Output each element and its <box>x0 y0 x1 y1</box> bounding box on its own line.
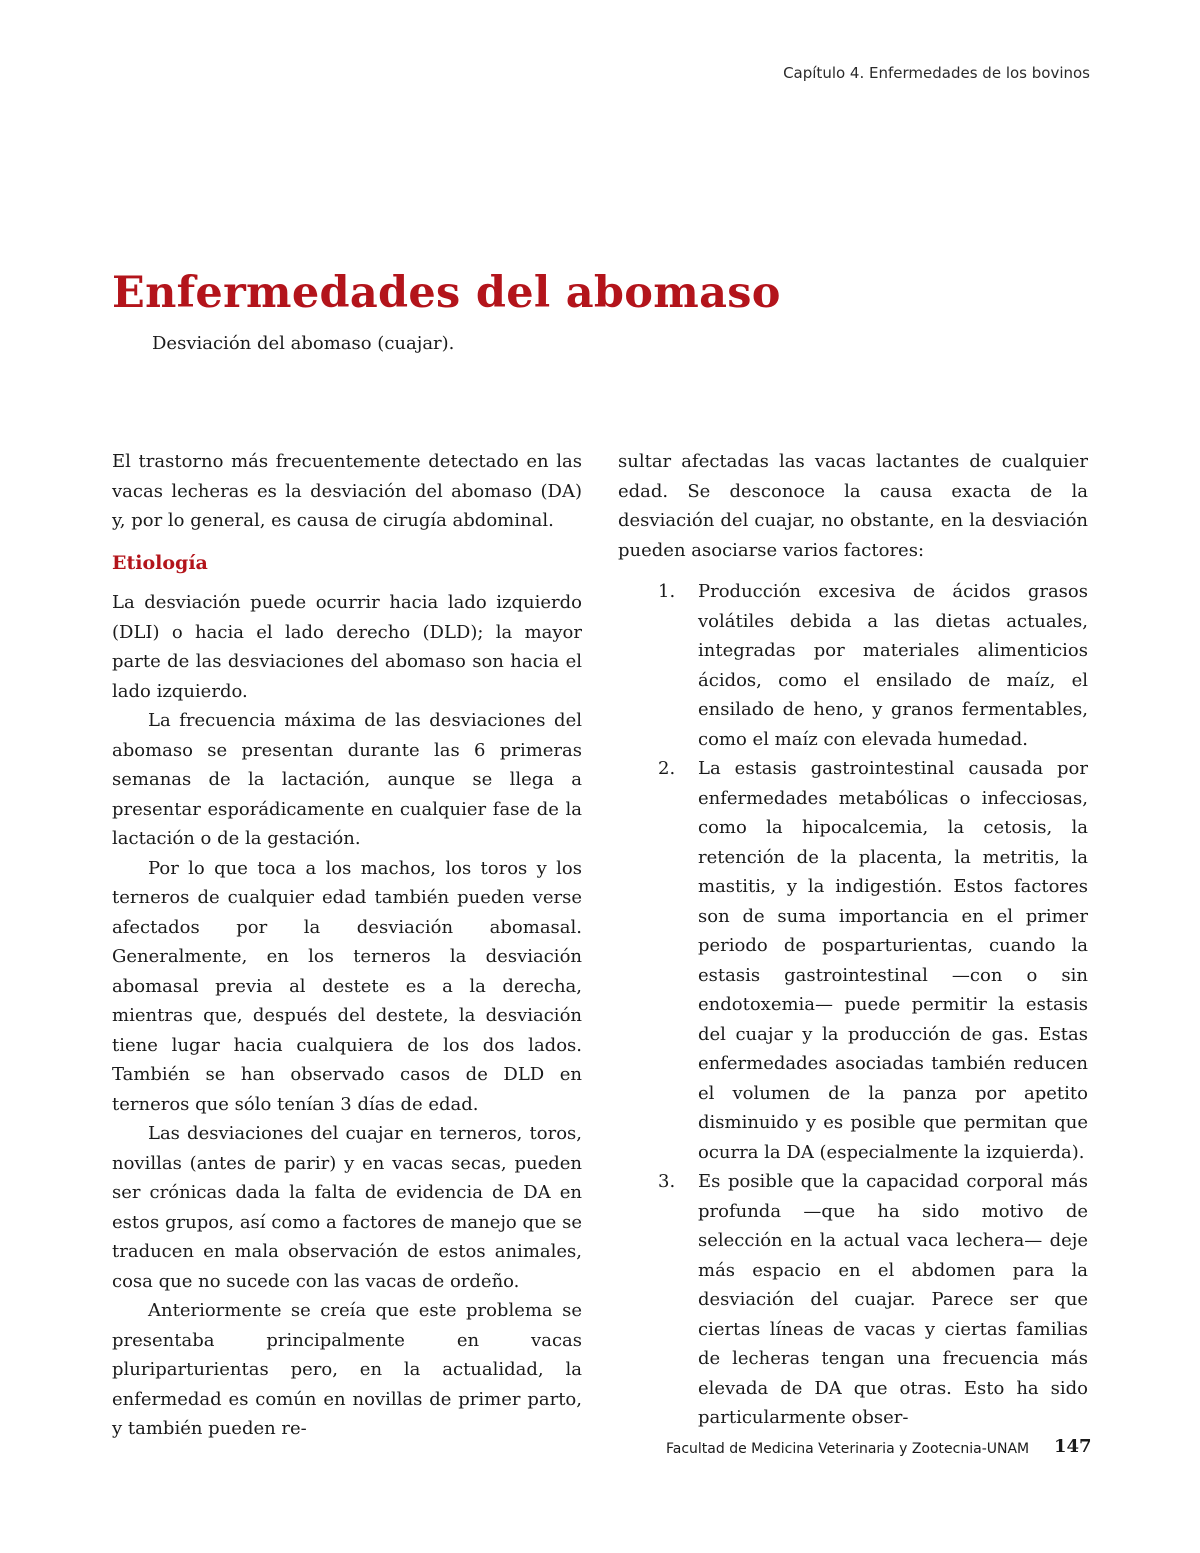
footer-institution: Facultad de Medicina Veterinaria y Zootecnia-UNAM <box>666 1441 1030 1457</box>
factor-list <box>618 577 1088 1433</box>
list-item-number: 3. <box>658 1171 676 1192</box>
list-item <box>618 1167 1088 1433</box>
list-item <box>618 754 1088 1167</box>
list-item-number: 2. <box>658 758 676 779</box>
page-subtitle: Desviación del abomaso (cuajar). <box>152 333 455 354</box>
running-header: Capítulo 4. Enfermedades de los bovinos <box>783 64 1090 82</box>
right-column <box>618 447 1088 1433</box>
list-item <box>618 577 1088 754</box>
page-number: 147 <box>1054 1436 1092 1457</box>
intro-paragraph: El trastorno más frecuentemente detectado en las vacas lecheras es la desviación del abomaso (DA) y, por lo general, es causa de cirugía abdominal. <box>112 451 582 531</box>
body-paragraph: La desviación puede ocurrir hacia lado izquierdo (DLI) o hacia el lado derecho (DLD); la mayor parte de las desviaciones del abomaso son hacia el lado izquierdo. <box>112 592 582 702</box>
body-paragraph: La frecuencia máxima de las desviaciones del abomaso se presentan durante las 6 primeras semanas de la lactación, aunque se llega a presentar esporádicamente en cualquier fase de la lactación o de la gestación. <box>112 710 582 849</box>
body-paragraph: Por lo que toca a los machos, los toros y los terneros de cualquier edad también pueden verse afectados por la desviación abomasal. Generalmente, en los terneros la desviación abomasal previa al destete es a la derecha, mientras que, después del destete, la desviación tiene lugar hacia cualquiera de los dos lados. También se han observado casos de DLD en terneros que sólo tenían 3 días de edad. <box>112 857 582 1115</box>
body-paragraph: Anteriormente se creía que este problema se presentaba principalmente en vacas pluriparturientas pero, en la actualidad, la enfermedad es común en novillas de primer parto, y también pueden re- <box>112 1300 582 1439</box>
body-paragraph: Las desviaciones del cuajar en terneros, toros, novillas (antes de parir) y en vacas secas, pueden ser crónicas dada la falta de evidencia de DA en estos grupos, así como a factores de manejo que se traducen en mala observación de estos animales, cosa que no sucede con las vacas de ordeño. <box>112 1123 582 1292</box>
left-column <box>112 447 582 1444</box>
list-item-text: Es posible que la capacidad corporal más profunda —que ha sido motivo de selección en la actual vaca lechera— deje más espacio en el abdomen para la desviación del cuajar. Parece ser que ciertas líneas de vacas y ciertas familias de lecheras tengan una frecuencia más elevada de DA que otras. Esto ha sido particularmente obser- <box>698 1171 1088 1428</box>
list-item-text: Producción excesiva de ácidos grasos volátiles debida a las dietas actuales, integradas por materiales alimenticios ácidos, como el ensilado de maíz, el ensilado de heno, y granos fermentables, como el maíz con elevada humedad. <box>698 581 1088 750</box>
page-title: Enfermedades del abomaso <box>112 268 781 318</box>
list-item-text: La estasis gastrointestinal causada por enfermedades metabólicas o infecciosas, como la hipocalcemia, la cetosis, la retención de la placenta, la metritis, la mastitis, y la indigestión. Estos factores son de suma importancia en el primer periodo de posparturientas, cuando la estasis gastrointestinal —con o sin endotoxemia— puede permitir la estasis del cuajar y la producción de gas. Estas enfermedades asociadas también reducen el volumen de la panza por apetito disminuido y es posible que permitan que ocurra la DA (especialmente la izquierda). <box>698 758 1088 1163</box>
section-heading-etiologia: Etiología <box>112 551 208 574</box>
list-item-number: 1. <box>658 581 676 602</box>
body-paragraph: sultar afectadas las vacas lactantes de cualquier edad. Se desconoce la causa exacta de la desviación del cuajar, no obstante, en la desviación pueden asociarse varios factores: <box>618 451 1088 561</box>
